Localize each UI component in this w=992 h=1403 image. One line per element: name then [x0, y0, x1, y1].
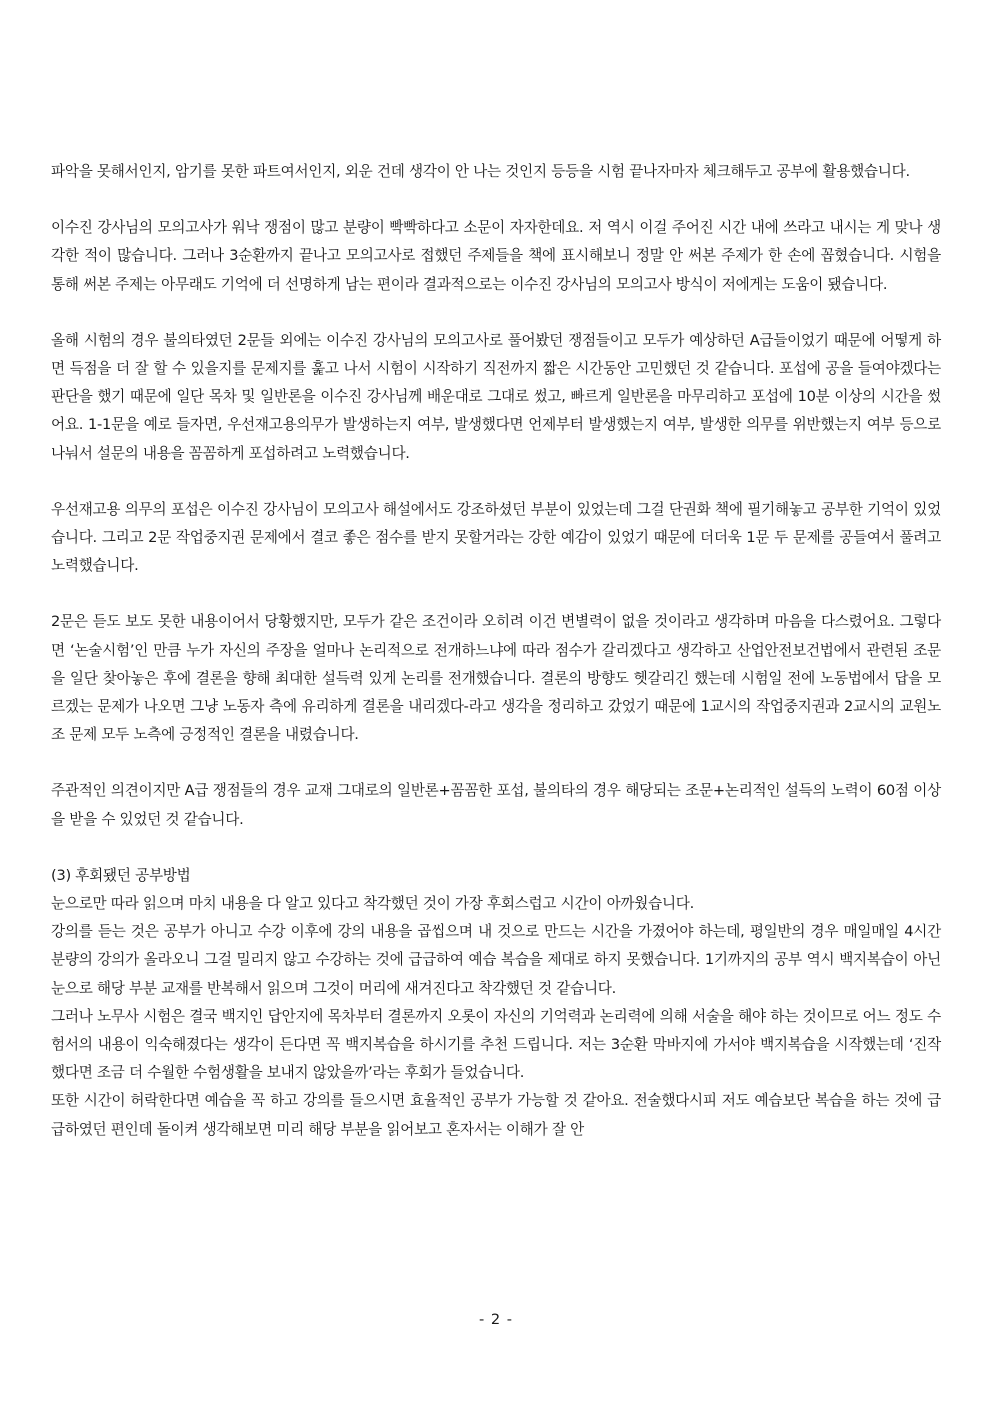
section-3-line-3: 그러나 노무사 시험은 결국 백지인 답안지에 목차부터 결론까지 오롯이 자신의 기억력과 논리력에 의해 서술을 해야 하는 것이므로 어느 정도 수험서의 내용이 익숙해졌다는 생각이 든다면 꼭 백지복습을 하시기를 추천 드립니다. 저는 3순환 막바지에 가서야 백지복습을 시작했는데 ‘진작했다면 조금 더 수월한 수험생활을 보내지 않았을까’라는 후회가 들었습니다.: [51, 1007, 941, 1082]
paragraph-3: 올해 시험의 경우 불의타였던 2문들 외에는 이수진 강사님의 모의고사로 풀어봤던 쟁점들이고 모두가 예상하던 A급들이었기 때문에 어떻게 하면 득점을 더 잘 할 수 있을지를 문제지를 훑고 나서 시험이 시작하기 직전까지 짧은 시간동안 고민했던 것 같습니다. 포섭에 공을 들여야겠다는 판단을 했기 때문에 일단 목차 및 일반론을 이수진 강사님께 배운대로 그대로 썼고, 빠르게 일반론을 마무리하고 포섭에 10분 이상의 시간을 썼어요. 1-1문을 예로 들자면, 우선재고용의무가 발생하는지 여부, 발생했다면 언제부터 발생했는지 여부, 발생한 의무를 위반했는지 여부 등으로 나눠서 설문의 내용을 꼼꼼하게 포섭하려고 노력했습니다.: [51, 331, 941, 462]
paragraph-4: 우선재고용 의무의 포섭은 이수진 강사님이 모의고사 해설에서도 강조하셨던 부분이 있었는데 그걸 단권화 책에 필기해놓고 공부한 기억이 있었습니다. 그리고 2문 작업중지권 문제에서 결코 좋은 점수를 받지 못할거라는 강한 예감이 있었기 때문에 더더욱 1문 두 문제를 공들여서 풀려고 노력했습니다.: [51, 500, 941, 575]
section-3: [51, 862, 941, 1144]
paragraph-5: 2문은 듣도 보도 못한 내용이어서 당황했지만, 모두가 같은 조건이라 오히려 이건 변별력이 없을 것이라고 생각하며 마음을 다스렸어요. 그렇다면 ‘논술시험’인 만큼 누가 자신의 주장을 얼마나 논리적으로 전개하느냐에 따라 점수가 갈리겠다고 생각하고 산업안전보건법에서 관련된 조문을 일단 찾아놓은 후에 결론을 향해 최대한 설득력 있게 논리를 전개했습니다. 결론의 방향도 헷갈리긴 했는데 시험일 전에 노동법에서 답을 모르겠는 문제가 나오면 그냥 노동자 측에 유리하게 결론을 내리겠다-라고 생각을 정리하고 갔었기 때문에 1교시의 작업중지권과 2교시의 교원노조 문제 모두 노측에 긍정적인 결론을 내렸습니다.: [51, 613, 941, 744]
section-3-line-2: 강의를 듣는 것은 공부가 아니고 수강 이후에 강의 내용을 곱씹으며 내 것으로 만드는 시간을 가졌어야 하는데, 평일반의 경우 매일매일 4시간 분량의 강의가 올라오니 그걸 밀리지 않고 수강하는 것에 급급하여 예습 복습을 제대로 하지 못했습니다. 1기까지의 공부 역시 백지복습이 아닌 눈으로 해당 부분 교재를 반복해서 읽으며 그것이 머리에 새겨진다고 착각했던 것 같습니다.: [51, 923, 941, 997]
paragraph-2: 이수진 강사님의 모의고사가 워낙 쟁점이 많고 분량이 빡빡하다고 소문이 자자한데요. 저 역시 이걸 주어진 시간 내에 쓰라고 내시는 게 맞나 생각한 적이 많습니다. 그러나 3순환까지 끝나고 모의고사로 접했던 주제들을 책에 표시해보니 정말 안 써본 주제가 한 손에 꼽혔습니다. 시험을 통해 써본 주제는 아무래도 기억에 더 선명하게 남는 편이라 결과적으로는 이수진 강사님의 모의고사 방식이 저에게는 도움이 됐습니다.: [51, 219, 941, 293]
section-3-line-1: 눈으로만 따라 읽으며 마치 내용을 다 알고 있다고 착각했던 것이 가장 후회스럽고 시간이 아까웠습니다.: [51, 895, 695, 913]
paragraph-6: 주관적인 의견이지만 A급 쟁점들의 경우 교재 그대로의 일반론+꼼꼼한 포섭, 불의타의 경우 해당되는 조문+논리적인 설득의 노력이 60점 이상을 받을 수 있었던 것 같습니다.: [51, 782, 941, 828]
paragraph-1: 파악을 못해서인지, 암기를 못한 파트여서인지, 외운 건데 생각이 안 나는 것인지 등등을 시험 끝나자마자 체크해두고 공부에 활용했습니다.: [51, 163, 910, 180]
section-heading: (3) 후회됐던 공부방법: [51, 866, 191, 884]
section-3-line-4: 또한 시간이 허락한다면 예습을 꼭 하고 강의를 들으시면 효율적인 공부가 가능할 것 같아요. 전술했다시피 저도 예습보단 복습을 하는 것에 급급하였던 편인데 돌이켜 생각해보면 미리 해당 부분을 읽어보고 혼자서는 이해가 잘 안: [51, 1092, 941, 1138]
page-body: [51, 158, 941, 1144]
page-number: - 2 -: [478, 1311, 514, 1328]
